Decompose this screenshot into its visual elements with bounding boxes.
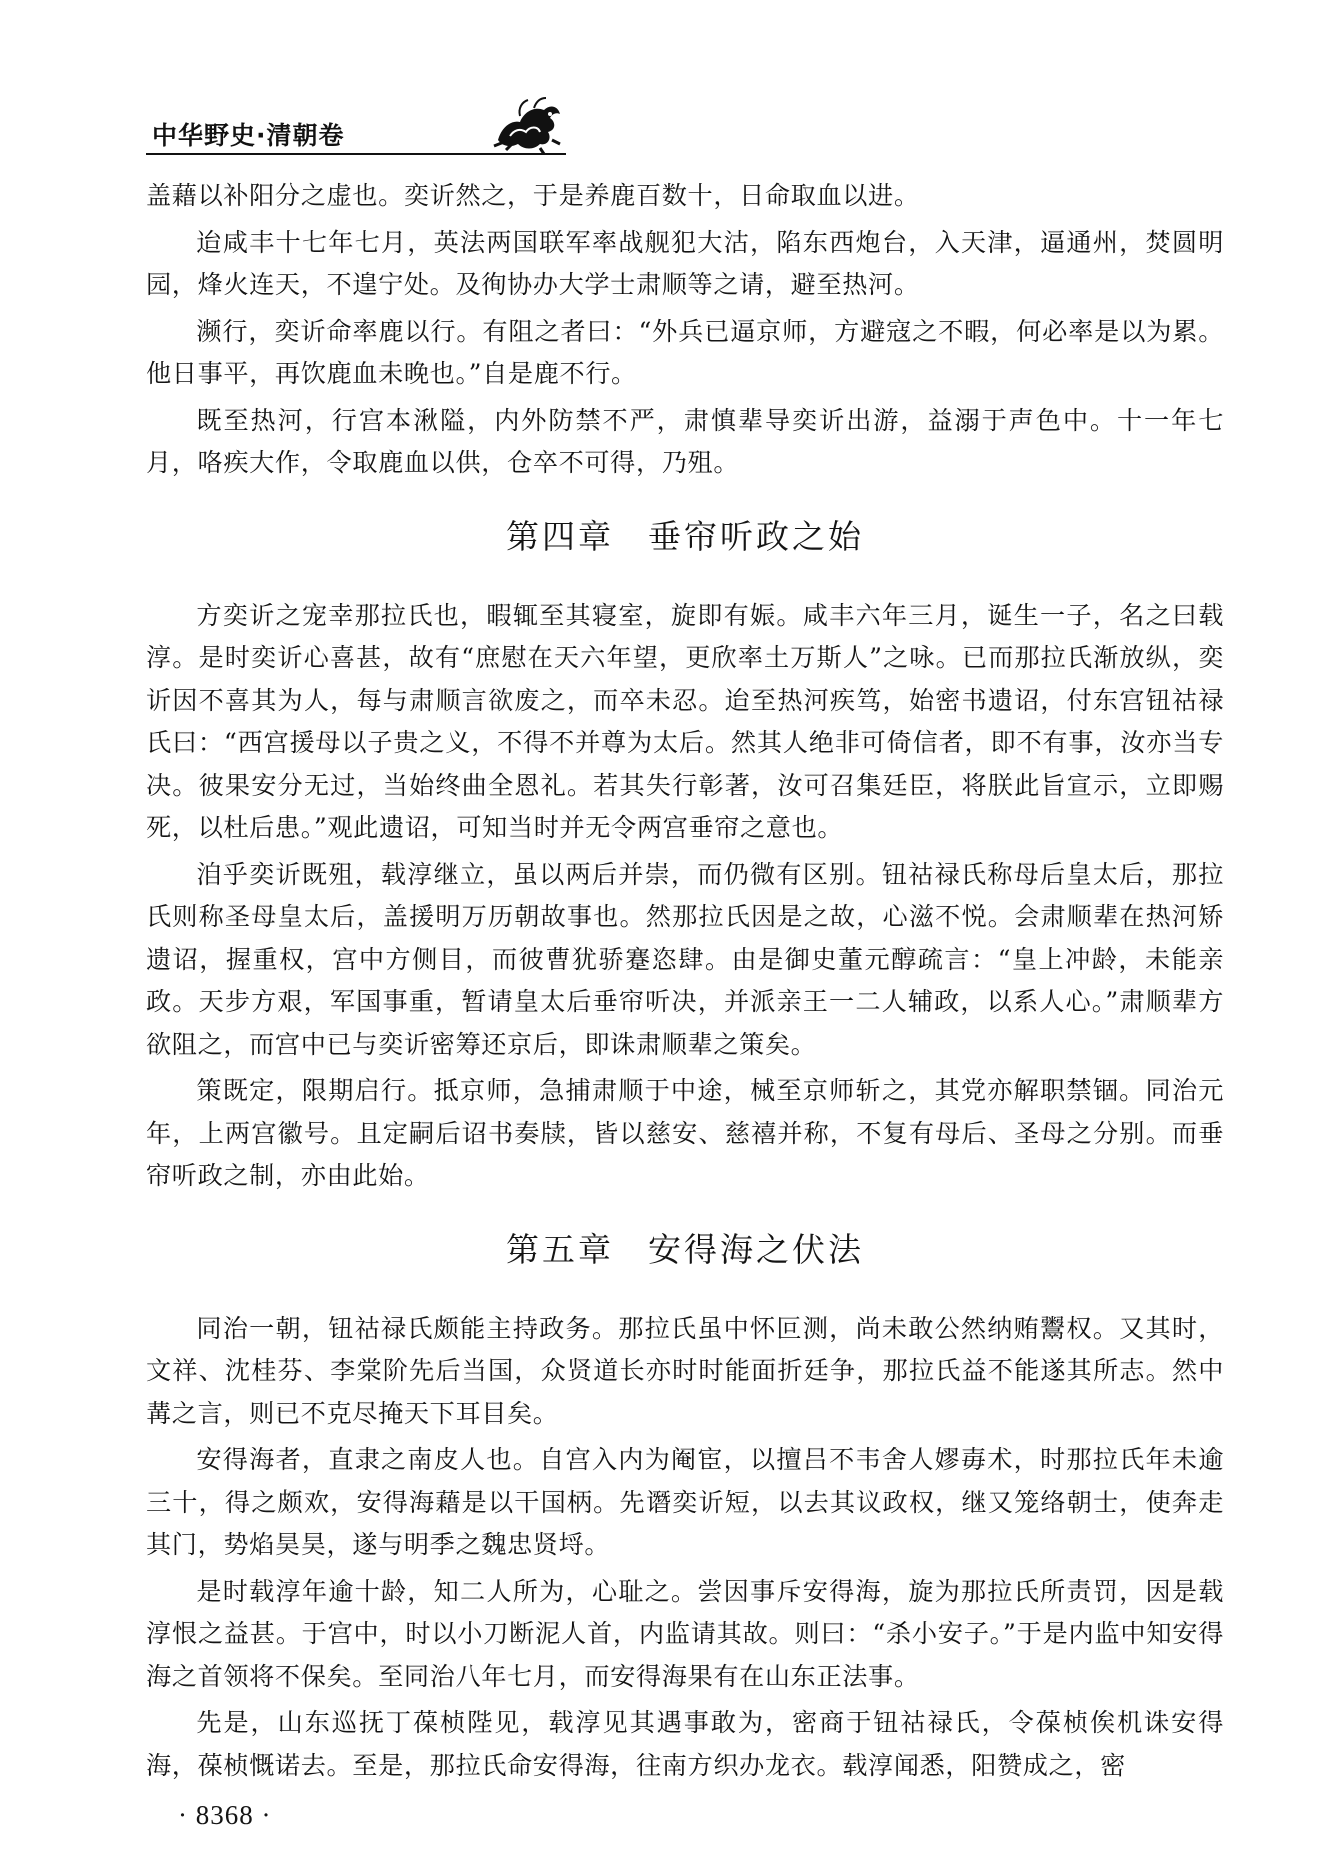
paragraph: 安得海者，直隶之南皮人也。自宫入内为阉宦，以擅吕不韦舍人嫪毐术，时那拉氏年未逾三十，得之颇欢，安得海藉是以干国柄。先谮奕䜣短，以去其议政权，继又笼络朝士，使奔走其门，势焰昊昊，遂与明季之魏忠贤埒。 xyxy=(146,1445,1224,1559)
paragraph: 盖藉以补阳分之虚也。奕䜣然之，于是养鹿百数十，日命取血以进。 xyxy=(146,181,920,210)
chapter-heading xyxy=(146,489,1224,595)
paragraph: 迨咸丰十七年七月，英法两国联军率战舰犯大沽，陷东西炮台，入天津，逼通州，焚圆明园，烽火连天，不遑宁处。及徇协办大学士肃顺等之请，避至热河。 xyxy=(146,227,1224,299)
paragraph: 洎乎奕䜣既殂，载淳继立，虽以两后并崇，而仍微有区别。钮祜禄氏称母后皇太后，那拉氏则称圣母皇太后，盖援明万历朝故事也。然那拉氏因是之故，心滋不悦。会肃顺辈在热河矫遗诏，握重权，宫中方侧目，而彼曹犹骄蹇恣肆。由是御史董元醇疏言：“皇上冲龄，未能亲政。天步方艰，军国事重，暂请皇太后垂帘听决，并派亲王一二人辅政，以系人心。”肃顺辈方欲阻之，而宫中已与奕䜣密筹还京后，即诛肃顺辈之策矣。 xyxy=(146,859,1224,1059)
page-body xyxy=(146,175,1224,1791)
paragraph: 既至热河，行宫本湫隘，内外防禁不严，肃慎辈导奕䜣出游，益溺于声色中。十一年七月，咯疾大作，令取鹿血以供，仓卒不可得，乃殂。 xyxy=(146,405,1224,477)
book-title: 中华野史·清朝卷 xyxy=(152,121,345,150)
paragraph: 先是，山东巡抚丁葆桢陛见，载淳见其遇事敢为，密商于钮祜禄氏，令葆桢俟机诛安得海，葆桢慨诺去。至是，那拉氏命安得海，往南方织办龙衣。载淳闻悉，阳赞成之，密 xyxy=(146,1708,1224,1780)
chapter-number: 第五章 xyxy=(506,1229,614,1269)
paragraph: 策既定，限期启行。抵京师，急捕肃顺于中途，械至京师斩之，其党亦解职禁锢。同治元年，上两宫徽号。且定嗣后诏书奏牍，皆以慈安、慈禧并称，不复有母后、圣母之分别。而垂帘听政之制，亦由此始。 xyxy=(146,1076,1224,1190)
chapter-heading xyxy=(146,1202,1224,1308)
dragon-emblem-icon xyxy=(490,96,564,154)
paragraph: 是时载淳年逾十龄，知二人所为，心耻之。尝因事斥安得海，旋为那拉氏所责罚，因是载淳恨之益甚。于宫中，时以小刀断泥人首，内监请其故。则曰：“杀小安子。”于是内监中知安得海之首领将不保矣。至同治八年七月，而安得海果有在山东正法事。 xyxy=(146,1576,1224,1691)
chapter-number: 第四章 xyxy=(506,516,614,556)
paragraph: 同治一朝，钮祜禄氏颇能主持政务。那拉氏虽中怀叵测，尚未敢公然纳贿鬻权。又其时，文祥、沈桂芬、李棠阶先后当国，众贤道长亦时时能面折廷争，那拉氏益不能遂其所志。然中冓之言，则已不克尽掩天下耳目矣。 xyxy=(146,1313,1224,1428)
running-header xyxy=(146,96,1224,156)
page-number: · 8368 · xyxy=(178,1800,272,1830)
paragraph: 方奕䜣之宠幸那拉氏也，暇辄至其寝室，旋即有娠。咸丰六年三月，诞生一子，名之曰载淳。是时奕䜣心喜甚，故有“庶慰在天六年望，更欣率土万斯人”之咏。已而那拉氏渐放纵，奕䜣因不喜其为人，每与肃顺言欲废之，而卒未忍。迨至热河疾笃，始密书遗诏，付东宫钮祜禄氏曰：“西宫援母以子贵之义，不得不并尊为太后。然其人绝非可倚信者，即不有事，汝亦当专决。彼果安分无过，当始终曲全恩礼。若其失行彰著，汝可召集廷臣，将朕此旨宣示，立即赐死，以杜后患。”观此遗诏，可知当时并无令两宫垂帘之意也。 xyxy=(146,600,1224,842)
chapter-title: 安得海之伏法 xyxy=(648,1229,864,1269)
chapter-title: 垂帘听政之始 xyxy=(648,516,864,556)
paragraph: 濒行，奕䜣命率鹿以行。有阻之者曰：“外兵已逼京师，方避寇之不暇，何必率是以为累。他日事平，再饮鹿血未晚也。”自是鹿不行。 xyxy=(146,316,1224,388)
header-rule xyxy=(146,153,566,155)
